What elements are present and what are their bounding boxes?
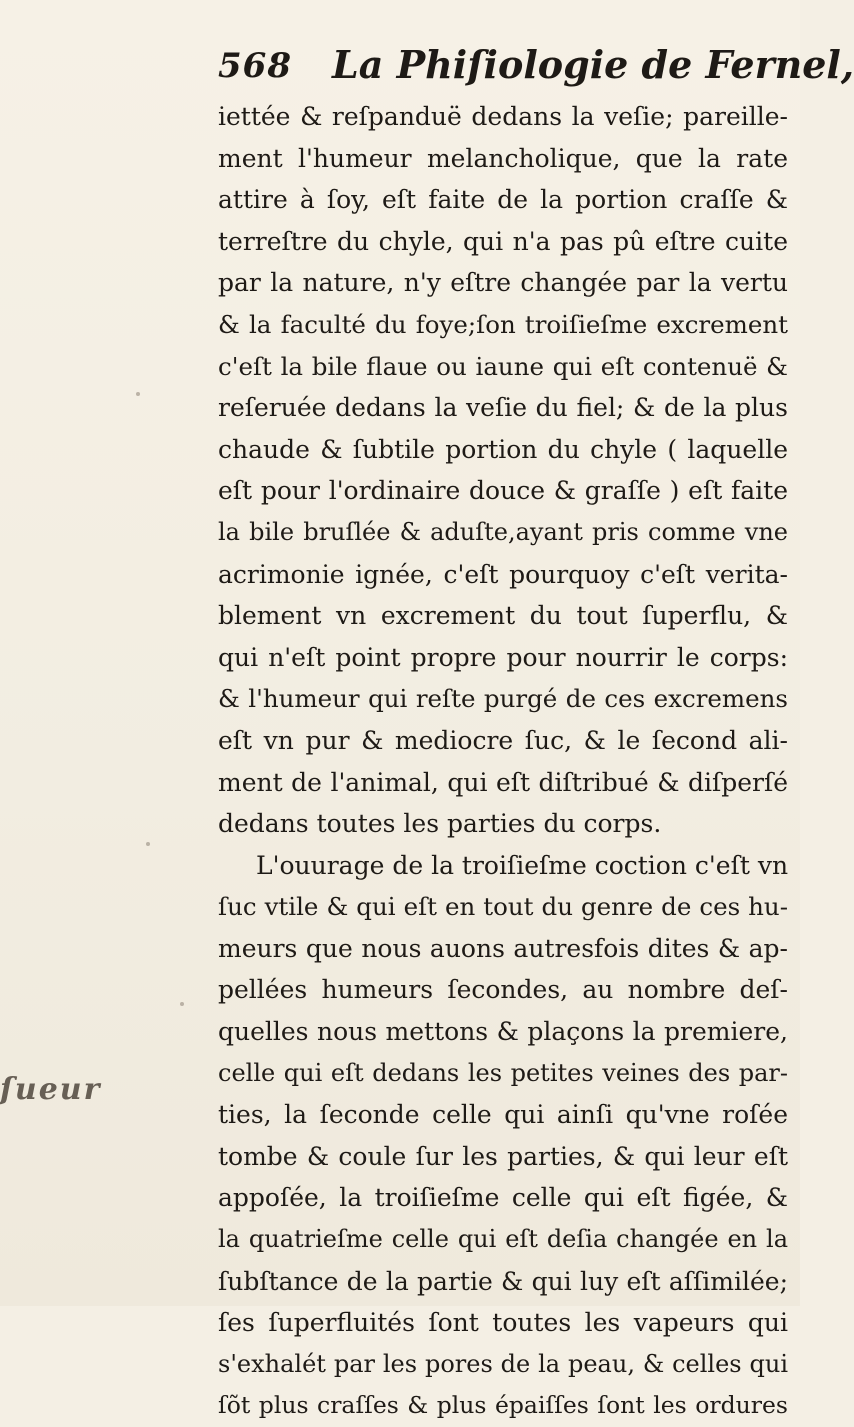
text-line: eſt vn pur & mediocre ſuc, & le ſecond ali- <box>218 725 788 755</box>
body-text <box>218 96 788 1427</box>
text-line: quelles nous mettons & plaçons la premiere, <box>218 1017 788 1047</box>
page-number: 568 <box>218 46 292 86</box>
text-line: attire à ſoy, eſt faite de la portion craſſe & <box>218 185 788 215</box>
text-line: la bile bruſlée & aduſte,ayant pris comme vne <box>218 517 788 546</box>
text-line: blement vn excrement du tout ſuperflu, & <box>218 601 788 631</box>
text-line: celle qui eſt dedans les petites veines des par- <box>218 1058 788 1087</box>
paper-speck <box>136 392 140 396</box>
text-line: ment de l'animal, qui eſt diſtribué & diſperſé <box>218 767 788 797</box>
text-line: la quatrieſme celle qui eſt deſia changée en la <box>218 1225 788 1254</box>
text-line: acrimonie ignée, c'eſt pourquoy c'eſt verita- <box>218 559 788 589</box>
text-line: tombe & coule ſur les parties, & qui leur eſt <box>218 1141 788 1171</box>
text-line: appoſée, la troiſieſme celle qui eſt figée, & <box>218 1183 788 1213</box>
text-line: ment l'humeur melancholique, que la rate <box>218 143 788 173</box>
text-line: dedans toutes les parties du corps. <box>218 809 662 839</box>
text-line: qui n'eſt point propre pour nourrir le corps: <box>218 642 788 672</box>
text-line: terreſtre du chyle, qui n'a pas pû eſtre cuite <box>218 226 788 256</box>
text-line: ſuc vtile & qui eſt en tout du genre de ces hu- <box>218 892 788 922</box>
text-line: c'eſt la bile flaue ou iaune qui eſt contenuë & <box>218 351 788 381</box>
text-line: pellées humeurs ſecondes, au nombre deſ- <box>218 975 788 1005</box>
paper-speck <box>146 842 150 846</box>
running-title: La Phiſiologie de Fernel, <box>332 42 854 87</box>
text-line: ſes ſuperfluités ſont toutes les vapeurs qui <box>218 1308 788 1338</box>
text-line: meurs que nous auons autresfois dites & ap- <box>218 933 788 963</box>
page-header <box>218 42 854 92</box>
text-line: par la nature, n'y eſtre changée par la vertu <box>218 268 788 298</box>
text-line: L'ouurage de la troiſieſme coction c'eſt vn <box>256 850 789 880</box>
paper-speck <box>180 1002 184 1006</box>
text-line: eſt pour l'ordinaire douce & graſſe ) eſt faite <box>218 476 788 506</box>
text-line: ſõt plus craſſes & plus épaiſſes ſont les ordures <box>218 1391 788 1420</box>
text-line: ties, la ſeconde celle qui ainſi qu'vne roſée <box>218 1100 788 1130</box>
text-line: s'exhalét par les pores de la peau, & celles qui <box>218 1349 788 1378</box>
margin-note: ſueur <box>0 1072 102 1107</box>
text-line: iettée & reſpanduë dedans la veſie; pareille- <box>218 102 788 131</box>
text-line: & l'humeur qui reſte purgé de ces excremens <box>218 684 788 714</box>
text-line: chaude & ſubtile portion du chyle ( laquelle <box>218 434 788 464</box>
text-line: ſubſtance de la partie & qui luy eſt aſſimilée; <box>218 1266 788 1296</box>
text-line: reſeruée dedans la veſie du fiel; & de la plus <box>218 393 788 423</box>
text-line: & la faculté du foye;ſon troiſieſme excrement <box>218 309 788 339</box>
